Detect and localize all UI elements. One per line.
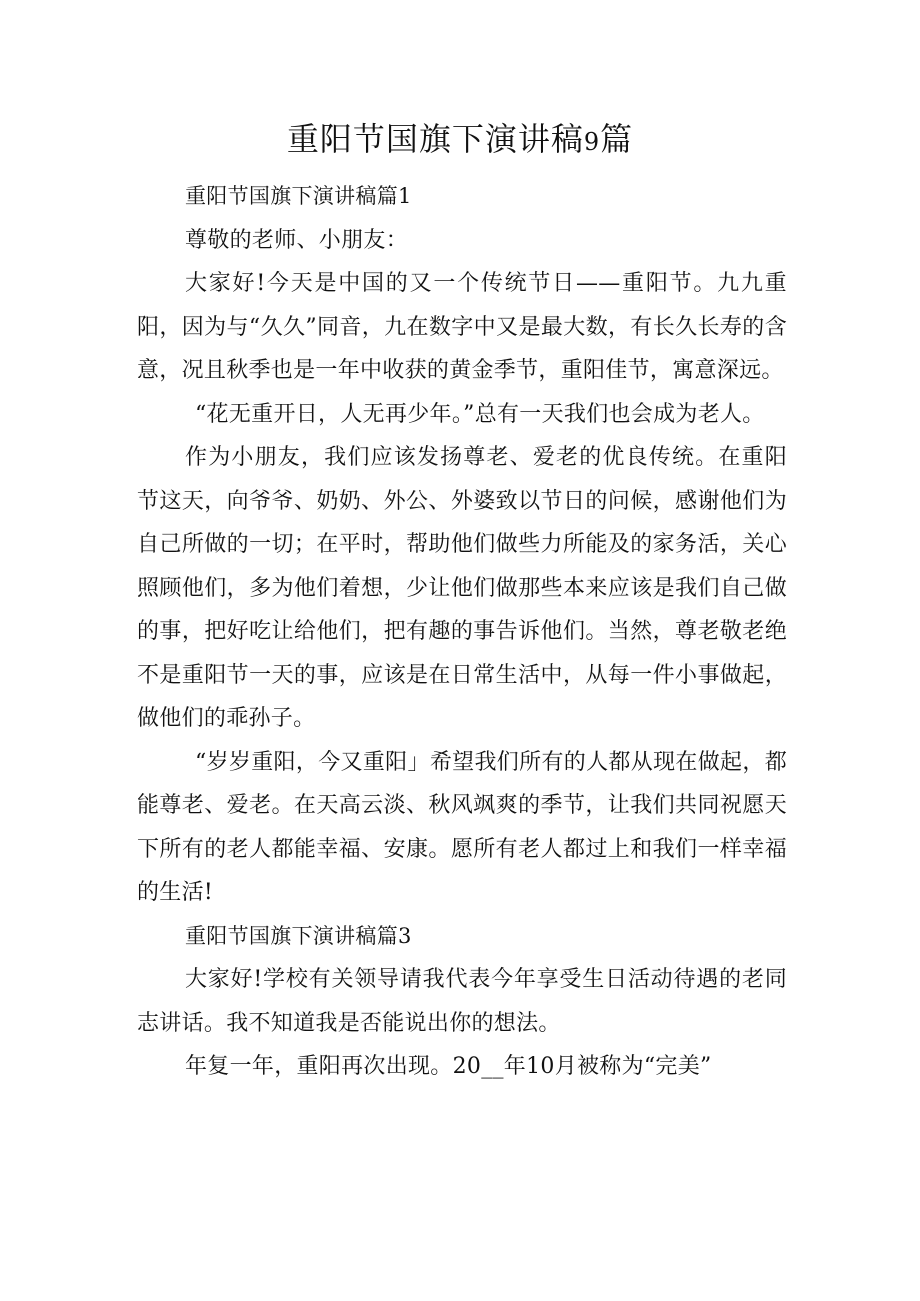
title-number: 9 [583,128,601,156]
paragraph: 年复一年，重阳再次出现。20__年10月被称为“完美” [185,1054,712,1079]
document-body [137,175,787,1089]
paragraph: 作为小朋友，我们应该发扬尊老、爱老的优良传统。在重阳节这天，向爷爷、奶奶、外公、外婆致以节日的问候，感谢他们为自己所做的一切；在平时，帮助他们做些力所能及的家务活，关心照顾他们，多为他们着想，少让他们做那些本来应该是我们自己做的事，把好吃让给他们，把有趣的事告诉他们。当然，尊老敬老绝不是重阳节一天的事，应该是在日常生活中，从每一件小事做起，做他们的乖孙子。 [137,445,787,731]
title-tail: 篇 [600,120,634,158]
salutation: 尊敬的老师、小朋友： [185,227,409,253]
section-heading-1: 重阳节国旗下演讲稿篇1 [185,184,412,208]
quote-paragraph: “花无重开日，人无再少年。”总有一天我们也会成为老人。 [195,401,765,427]
paragraph: 大家好!学校有关领导请我代表今年享受生日活动待遇的老同志讲话。我不知道我是否能说出你的想法。 [137,967,787,1036]
section-heading-3: 重阳节国旗下演讲稿篇3 [185,923,412,948]
title-main: 重阳节国旗下演讲稿 [286,120,584,158]
paragraph: 大家好!今天是中国的又一个传统节日——重阳节。九九重阳，因为与“久久”同音，九在数字中又是最大数，有长久长寿的含意，况且秋季也是一年中收获的黄金季节，重阳佳节，寓意深远。 [137,271,787,383]
document-title [0,117,920,164]
quote-paragraph: “岁岁重阳，今又重阳」希望我们所有的人都从现在做起，都能尊老、爱老。在天高云淡、秋风飒爽的季节，让我们共同祝愿天下所有的老人都能幸福、安康。愿所有老人都过上和我们一样幸福的生活! [137,749,787,905]
